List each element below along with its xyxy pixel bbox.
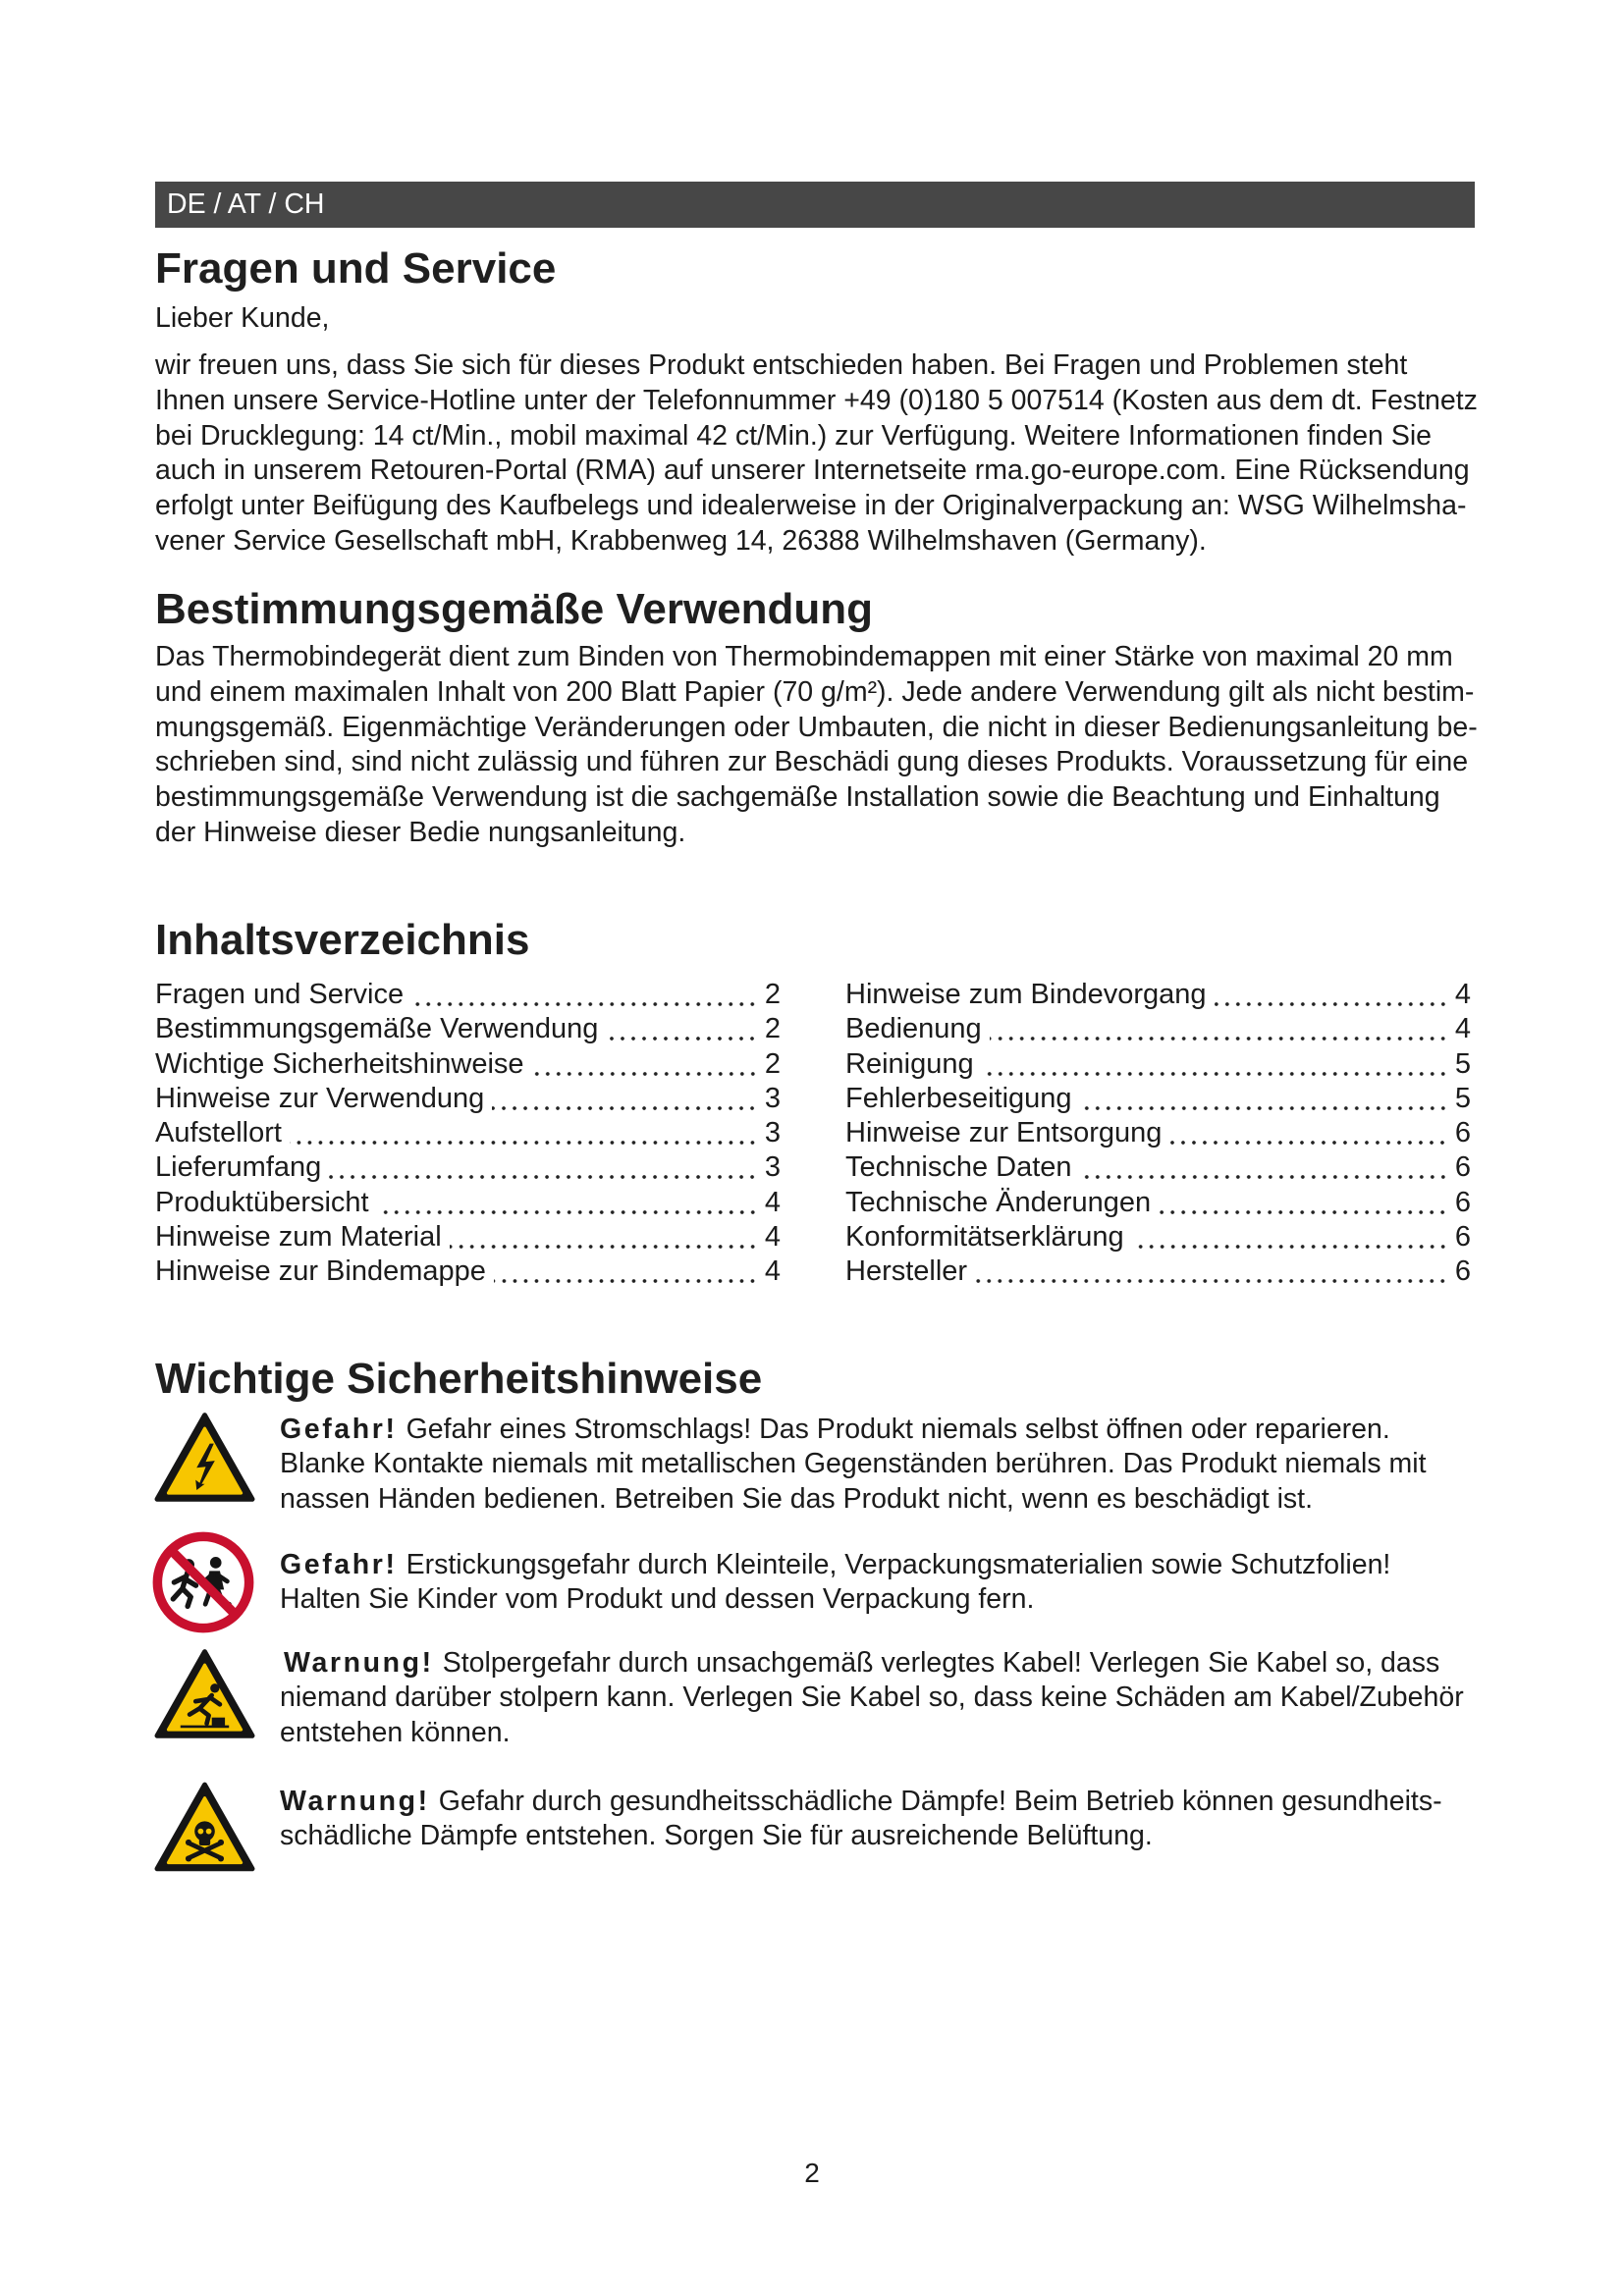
- toc-entry-page: 5: [1454, 1047, 1471, 1080]
- toc-entry-label: Hinweise zum Bindevorgang: [845, 979, 1207, 1010]
- safety-notice: [280, 1548, 1390, 1618]
- safety-notice-text: Erstickungsgefahr durch Kleinteile, Verpackungsmaterialien sowie Schutzfolien!: [406, 1549, 1391, 1580]
- toc-entry-page: 3: [764, 1151, 781, 1184]
- skull-jaw: [199, 1838, 210, 1845]
- toc-entry: [845, 1047, 1471, 1082]
- toc-entry-label: Hinweise zur Verwendung: [155, 1082, 485, 1114]
- toc-entry-label: Fragen und Service: [155, 979, 405, 1010]
- toc-entry: [845, 1116, 1471, 1150]
- toc-entry-page: 4: [1454, 1013, 1471, 1045]
- toc-left-column: [155, 978, 781, 1289]
- toc-entry: [845, 1012, 1471, 1046]
- dot-leader: [532, 1047, 758, 1082]
- bone-end: [186, 1840, 191, 1845]
- toc-entry-page: 2: [764, 1047, 781, 1080]
- toc-entry-label: Technische Änderungen: [845, 1186, 1152, 1218]
- dot-leader: [492, 1082, 758, 1116]
- dot-leader: [982, 1047, 1448, 1082]
- paragraph-line: auch in unserem Retouren-Portal (RMA) auf unserer Internetseite rma.go-europe.com. Eine Rücksendung: [155, 454, 1470, 487]
- toc-entry: [155, 1012, 781, 1046]
- paragraph-line: der Hinweise dieser Bedie nungsanleitung.: [155, 816, 686, 848]
- toc-entry-label: Hersteller: [845, 1255, 968, 1287]
- toc-entry: [155, 1220, 781, 1255]
- toc-entry-label: Produktübersicht: [155, 1186, 369, 1218]
- bone-end: [186, 1855, 191, 1861]
- danger-label: Gefahr!: [280, 1414, 398, 1445]
- safety-notice-line: [280, 1785, 1442, 1819]
- warning-label: Warnung!: [280, 1786, 430, 1817]
- dot-leader: [990, 1012, 1448, 1046]
- dot-leader: [1215, 978, 1448, 1012]
- toc-entry: [845, 978, 1471, 1012]
- toc-entry-label: Reinigung: [845, 1047, 974, 1080]
- paragraph-line: schrieben sind, sind nicht zulässig und führen zur Beschädi gung dieses Produkts. Voraussetzung für eine: [155, 746, 1469, 778]
- obstacle: [212, 1718, 225, 1726]
- toc-entry-label: Technische Daten: [845, 1151, 1072, 1184]
- dot-leader: [494, 1255, 758, 1289]
- safety-notice-line: Halten Sie Kinder vom Produkt und dessen Verpackung fern.: [280, 1583, 1035, 1616]
- paragraph-line: vener Service Gesellschaft mbH, Krabbenweg 14, 26388 Wilhelmshaven (Germany).: [155, 524, 1207, 557]
- toc-entry-page: 6: [1454, 1186, 1471, 1218]
- toc-entry: [155, 1082, 781, 1116]
- dot-leader: [1132, 1220, 1448, 1255]
- region-label: DE / AT / CH: [167, 188, 325, 220]
- safety-notice-line: [280, 1548, 1390, 1582]
- toc-entry-label: Bedienung: [845, 1013, 982, 1045]
- toc-entry-page: 6: [1454, 1220, 1471, 1253]
- toc-entry-page: 3: [764, 1082, 781, 1114]
- safety-notice-line: schädliche Dämpfe entstehen. Sorgen Sie für ausreichende Belüftung.: [280, 1820, 1153, 1852]
- child-head: [210, 1557, 222, 1569]
- paragraph-line: und einem maximalen Inhalt von 200 Blatt Papier (70 g/m²). Jede andere Verwendung gilt als nicht bestim-: [155, 675, 1475, 708]
- paragraph-line: Ihnen unsere Service-Hotline unter der Telefonnummer +49 (0)180 5 007514 (Kosten aus dem dt. Festnetz: [155, 384, 1478, 416]
- toc-entry-label: Wichtige Sicherheitshinweise: [155, 1047, 524, 1080]
- skull-eye: [197, 1829, 203, 1835]
- intended-use-paragraph: [155, 640, 1478, 851]
- paragraph-line: erfolgt unter Beifügung des Kaufbelegs und idealerweise in der Originalverpackung an: WSG Wilhelmsha-: [155, 490, 1467, 522]
- dot-leader: [450, 1220, 758, 1255]
- toc-entry-page: 2: [764, 979, 781, 1010]
- keep-away-from-children-icon: [151, 1530, 255, 1634]
- intended-use-heading: Bestimmungsgemäße Verwendung: [155, 585, 874, 633]
- toc-entry: [155, 978, 781, 1012]
- safety-notice-line: niemand darüber stolpern kann. Verlegen Sie Kabel so, dass keine Schäden am Kabel/Zubehör: [280, 1682, 1464, 1714]
- toc-entry-label: Hinweise zur Entsorgung: [845, 1117, 1163, 1148]
- safety-notice-text: Gefahr eines Stromschlags! Das Produkt niemals selbst öffnen oder reparieren.: [406, 1414, 1390, 1445]
- toc-entry-label: Lieferumfang: [155, 1151, 322, 1184]
- salutation: Lieber Kunde,: [155, 302, 330, 334]
- toc-entry-page: 3: [764, 1117, 781, 1148]
- toc-right-column: [845, 978, 1471, 1289]
- safety-notice-line: Blanke Kontakte niemals mit metallischen Gegenständen berühren. Das Produkt niemals mit: [280, 1448, 1427, 1480]
- toc-entry-page: 4: [764, 1255, 781, 1287]
- safety-notice-text: Gefahr durch gesundheitsschädliche Dämpfe! Beim Betrieb können gesundheits-: [438, 1786, 1442, 1817]
- toc-entry: [155, 1255, 781, 1289]
- dot-leader: [377, 1186, 758, 1220]
- safety-notice-line: [280, 1646, 1464, 1681]
- toxic-fumes-warning-icon: [154, 1779, 255, 1876]
- electric-shock-warning-icon: [154, 1411, 255, 1505]
- paragraph-line: bei Drucklegung: 14 ct/Min., mobil maximal 42 ct/Min.) zur Verfügung. Weitere Informationen finden Sie: [155, 419, 1433, 452]
- safety-notice: [280, 1646, 1464, 1750]
- toc-entry: [845, 1255, 1471, 1289]
- paragraph-line: bestimmungsgemäße Verwendung ist die sachgemäße Installation sowie die Beachtung und Einhaltung: [155, 781, 1440, 814]
- toc-entry-page: 6: [1454, 1255, 1471, 1287]
- toc-entry-page: 5: [1454, 1082, 1471, 1114]
- toc-entry: [845, 1186, 1471, 1220]
- service-heading: Fragen und Service: [155, 244, 557, 293]
- toc-entry: [845, 1082, 1471, 1116]
- dot-leader: [1169, 1116, 1447, 1150]
- toc-entry: [155, 1047, 781, 1082]
- dot-leader: [1159, 1186, 1448, 1220]
- danger-label: Gefahr!: [280, 1549, 398, 1580]
- toc-entry-label: Hinweise zum Material: [155, 1220, 442, 1253]
- dot-leader: [329, 1150, 758, 1185]
- safety-notice-line: nassen Händen bedienen. Betreiben Sie das Produkt nicht, wenn es beschädigt ist.: [280, 1482, 1314, 1515]
- bone-end: [218, 1855, 224, 1861]
- toc-entry-label: Fehlerbeseitigung: [845, 1082, 1072, 1114]
- toc-entry-page: 4: [1454, 979, 1471, 1010]
- bone-end: [218, 1840, 224, 1845]
- service-paragraph: [155, 348, 1478, 560]
- paragraph-line: Das Thermobindegerät dient zum Binden von Thermobindemappen mit einer Stärke von maximal 20 mm: [155, 641, 1453, 672]
- safety-heading: Wichtige Sicherheitshinweise: [155, 1355, 763, 1403]
- region-header-bar: [155, 182, 1475, 228]
- toc-entry: [155, 1186, 781, 1220]
- toc-entry-page: 6: [1454, 1117, 1471, 1148]
- toc-entry-label: Aufstellort: [155, 1117, 282, 1148]
- safety-notice-line: [280, 1413, 1427, 1447]
- toc-entry-label: Bestimmungsgemäße Verwendung: [155, 1013, 599, 1045]
- dot-leader: [1080, 1150, 1448, 1185]
- page-number: 2: [804, 2158, 820, 2188]
- warning-label: Warnung!: [284, 1647, 434, 1679]
- dot-leader: [411, 978, 758, 1012]
- safety-notice: [280, 1413, 1427, 1517]
- toc-entry-page: 4: [764, 1220, 781, 1253]
- toc-entry: [155, 1116, 781, 1150]
- person-head: [210, 1683, 219, 1692]
- trip-hazard-warning-icon: [154, 1646, 255, 1742]
- safety-notice-text: Stolpergefahr durch unsachgemäß verlegtes Kabel! Verlegen Sie Kabel so, dass: [442, 1647, 1440, 1679]
- toc-entry: [845, 1150, 1471, 1185]
- dot-leader: [606, 1012, 758, 1046]
- paragraph-line: wir freuen uns, dass Sie sich für dieses Produkt entschieden haben. Bei Fragen und Problemen steht: [155, 349, 1408, 381]
- toc-entry: [155, 1150, 781, 1185]
- toc-entry-page: 2: [764, 1013, 781, 1045]
- dot-leader: [975, 1255, 1448, 1289]
- dot-leader: [290, 1116, 758, 1150]
- safety-notice-line: entstehen können.: [280, 1716, 511, 1748]
- safety-notice: [280, 1785, 1442, 1854]
- toc-heading: Inhaltsverzeichnis: [155, 916, 530, 964]
- toc-entry-page: 6: [1454, 1151, 1471, 1184]
- dot-leader: [1080, 1082, 1448, 1116]
- toc-entry-page: 4: [764, 1186, 781, 1218]
- paragraph-line: mungsgemäß. Eigenmächtige Veränderungen oder Umbauten, die nicht in dieser Bedienungsanleitung be-: [155, 711, 1478, 743]
- toc-entry-label: Hinweise zur Bindemappe: [155, 1255, 486, 1287]
- toc-entry: [845, 1220, 1471, 1255]
- skull-eye: [206, 1829, 212, 1835]
- toc-entry-label: Konformitätserklärung: [845, 1220, 1124, 1253]
